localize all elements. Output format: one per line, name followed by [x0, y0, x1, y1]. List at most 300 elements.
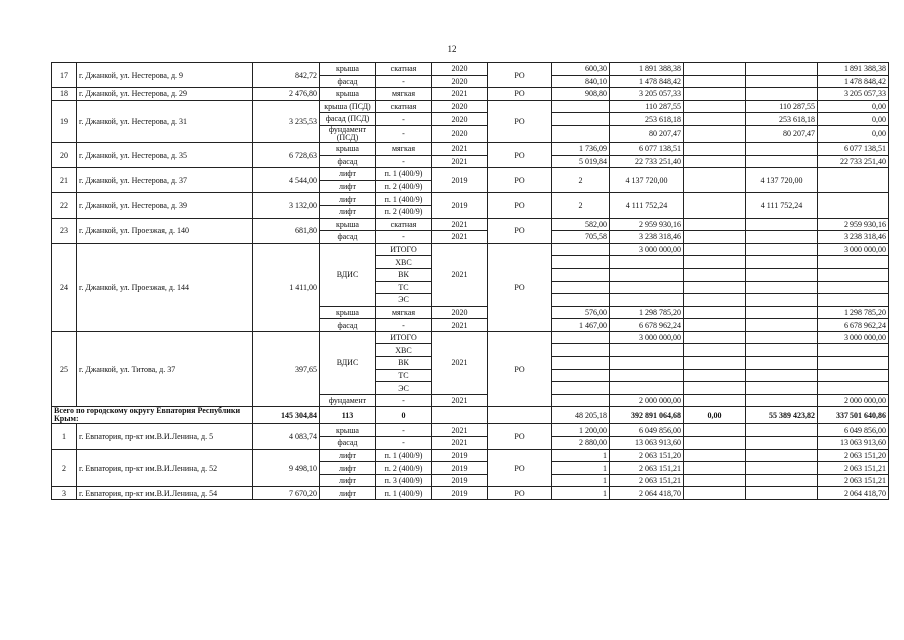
cost-cell: 4 137 720,00 [610, 168, 684, 193]
year-cell: 2019 [432, 449, 488, 462]
remaining-cell: 2 064 418,70 [818, 487, 889, 500]
empty-cell [684, 306, 746, 319]
work-subtype-cell: п. 1 (400/9) [376, 168, 432, 181]
remaining-cell [818, 268, 889, 281]
vdis-item-cell: ВК [376, 357, 432, 370]
work-subtype-cell: - [376, 319, 432, 332]
remaining-cell: 1 891 388,38 [818, 63, 889, 76]
work-subtype-cell: - [376, 113, 432, 126]
vdis-item-cell: ХВС [376, 256, 432, 269]
empty-cell [684, 256, 746, 269]
year-cell: 2021 [432, 424, 488, 437]
empty-cell [684, 113, 746, 126]
row-number: 23 [52, 218, 77, 243]
funding-cell [746, 142, 818, 155]
cost-cell: 1 478 848,42 [610, 75, 684, 88]
total-volume: 48 205,18 [552, 407, 610, 424]
year-cell: 2019 [432, 193, 488, 218]
cost-cell: 3 000 000,00 [610, 331, 684, 344]
address-cell: г. Джанкой, ул. Проезжая, д. 144 [77, 243, 253, 331]
empty-cell [684, 281, 746, 294]
empty-cell [684, 449, 746, 462]
year-cell: 2020 [432, 125, 488, 142]
funding-cell [746, 331, 818, 344]
year-cell: 2021 [432, 155, 488, 168]
area-cell: 9 498,10 [253, 449, 320, 487]
cost-cell: 253 618,18 [610, 113, 684, 126]
work-subtype-cell: - [376, 394, 432, 407]
table-row [52, 88, 889, 101]
remaining-cell [818, 369, 889, 382]
address-cell: г. Евпатория, пр-кт им.В.И.Ленина, д. 54 [77, 487, 253, 500]
remaining-cell [818, 168, 889, 193]
funding-cell [746, 382, 818, 395]
volume-cell: 840,10 [552, 75, 610, 88]
table-row [52, 487, 889, 500]
remaining-cell: 1 298 785,20 [818, 306, 889, 319]
funding-cell [746, 306, 818, 319]
year-cell: 2021 [432, 394, 488, 407]
funding-cell [746, 256, 818, 269]
work-type-cell: крыша [320, 218, 376, 231]
cost-cell [610, 357, 684, 370]
total-zero-sum: 0,00 [684, 407, 746, 424]
empty-cell [684, 474, 746, 487]
empty-cell [684, 193, 746, 218]
funding-cell [746, 394, 818, 407]
remaining-cell [818, 357, 889, 370]
total-area: 145 304,84 [253, 407, 320, 424]
remaining-cell: 13 063 913,60 [818, 437, 889, 450]
address-cell: г. Евпатория, пр-кт им.В.И.Ленина, д. 5 [77, 424, 253, 449]
work-type-cell: лифт [320, 449, 376, 462]
funding-cell [746, 487, 818, 500]
address-cell: г. Джанкой, ул. Нестерова, д. 37 [77, 168, 253, 193]
area-cell: 681,80 [253, 218, 320, 243]
work-type-cell: фасад (ПСД) [320, 113, 376, 126]
address-cell: г. Джанкой, ул. Титова, д. 37 [77, 331, 253, 407]
empty-cell [684, 319, 746, 332]
work-type-cell: фасад [320, 319, 376, 332]
empty-cell [684, 231, 746, 244]
empty-cell [684, 243, 746, 256]
empty-cell [684, 462, 746, 475]
cost-cell: 6 049 856,00 [610, 424, 684, 437]
year-cell: 2020 [432, 306, 488, 319]
cost-cell [610, 369, 684, 382]
cost-cell [610, 382, 684, 395]
work-type-cell: крыша [320, 142, 376, 155]
remaining-cell: 3 000 000,00 [818, 243, 889, 256]
area-cell: 4 083,74 [253, 424, 320, 449]
table-body [52, 63, 889, 500]
volume-cell: 1 200,00 [552, 424, 610, 437]
fund-cell: РО [488, 168, 552, 193]
year-cell: 2020 [432, 100, 488, 113]
row-number: 17 [52, 63, 77, 88]
empty-cell [684, 100, 746, 113]
funding-cell [746, 88, 818, 101]
empty-cell [432, 407, 488, 424]
vdis-item-cell: ТС [376, 369, 432, 382]
funding-cell [746, 75, 818, 88]
area-cell: 397,65 [253, 331, 320, 407]
funding-cell [746, 268, 818, 281]
volume-cell: 582,00 [552, 218, 610, 231]
remaining-cell: 2 000 000,00 [818, 394, 889, 407]
capital-repair-table [51, 62, 889, 500]
funding-cell [746, 344, 818, 357]
empty-cell [684, 268, 746, 281]
work-subtype-cell: - [376, 424, 432, 437]
funding-cell: 4 137 720,00 [746, 168, 818, 193]
cost-cell: 6 678 962,24 [610, 319, 684, 332]
volume-cell [552, 125, 610, 142]
area-cell: 4 544,00 [253, 168, 320, 193]
work-subtype-cell: мягкая [376, 88, 432, 101]
empty-cell [684, 88, 746, 101]
cost-cell: 4 111 752,24 [610, 193, 684, 218]
area-cell: 2 476,80 [253, 88, 320, 101]
area-cell: 842,72 [253, 63, 320, 88]
work-type-cell: крыша [320, 306, 376, 319]
area-cell: 3 132,00 [253, 193, 320, 218]
funding-cell: 253 618,18 [746, 113, 818, 126]
volume-cell [552, 268, 610, 281]
cost-cell: 22 733 251,40 [610, 155, 684, 168]
funding-cell [746, 369, 818, 382]
table-row [52, 63, 889, 76]
funding-cell [746, 462, 818, 475]
volume-cell [552, 113, 610, 126]
table-row [52, 168, 889, 181]
row-number: 2 [52, 449, 77, 487]
year-cell: 2019 [432, 168, 488, 193]
row-number: 21 [52, 168, 77, 193]
work-subtype-cell: скатная [376, 100, 432, 113]
work-type-cell: фасад [320, 231, 376, 244]
work-subtype-cell: п. 1 (400/9) [376, 449, 432, 462]
area-cell: 3 235,53 [253, 100, 320, 142]
year-cell: 2021 [432, 437, 488, 450]
volume-cell [552, 369, 610, 382]
cost-cell [610, 256, 684, 269]
volume-cell: 2 [552, 168, 610, 193]
address-cell: г. Джанкой, ул. Нестерова, д. 29 [77, 88, 253, 101]
vdis-item-cell: ИТОГО [376, 331, 432, 344]
funding-cell [746, 63, 818, 76]
cost-cell [610, 281, 684, 294]
year-cell: 2021 [432, 231, 488, 244]
work-type-cell: крыша (ПСД) [320, 100, 376, 113]
cost-cell: 2 063 151,20 [610, 449, 684, 462]
volume-cell [552, 344, 610, 357]
area-cell: 6 728,63 [253, 142, 320, 167]
total-row [52, 407, 889, 424]
cost-cell: 13 063 913,60 [610, 437, 684, 450]
volume-cell: 1 [552, 487, 610, 500]
table-row [52, 243, 889, 256]
volume-cell: 908,80 [552, 88, 610, 101]
address-cell: г. Джанкой, ул. Нестерова, д. 9 [77, 63, 253, 88]
cost-cell: 2 000 000,00 [610, 394, 684, 407]
remaining-cell: 2 063 151,20 [818, 449, 889, 462]
fund-cell: РО [488, 449, 552, 487]
fund-cell: РО [488, 63, 552, 88]
page-number: 12 [447, 44, 457, 54]
work-type-cell: лифт [320, 180, 376, 193]
funding-cell: 80 207,47 [746, 125, 818, 142]
row-number: 20 [52, 142, 77, 167]
funding-cell [746, 231, 818, 244]
volume-cell [552, 256, 610, 269]
work-type-cell: фасад [320, 155, 376, 168]
funding-cell [746, 474, 818, 487]
remaining-cell [818, 281, 889, 294]
cost-cell: 2 064 418,70 [610, 487, 684, 500]
table-row [52, 193, 889, 206]
volume-cell [552, 281, 610, 294]
remaining-cell: 3 238 318,46 [818, 231, 889, 244]
remaining-cell: 2 063 151,21 [818, 474, 889, 487]
work-subtype-cell: скатная [376, 63, 432, 76]
funding-cell: 110 287,55 [746, 100, 818, 113]
remaining-cell [818, 193, 889, 218]
remaining-cell: 3 205 057,33 [818, 88, 889, 101]
funding-cell [746, 424, 818, 437]
total-count: 113 [320, 407, 376, 424]
cost-cell: 2 063 151,21 [610, 474, 684, 487]
fund-cell: РО [488, 424, 552, 449]
work-type-cell: лифт [320, 205, 376, 218]
cost-cell [610, 294, 684, 307]
cost-cell: 2 063 151,21 [610, 462, 684, 475]
work-subtype-cell: - [376, 231, 432, 244]
funding-cell [746, 449, 818, 462]
table-row [52, 142, 889, 155]
work-type-cell: фасад [320, 75, 376, 88]
work-type-cell: лифт [320, 168, 376, 181]
empty-cell [684, 331, 746, 344]
empty-cell [684, 155, 746, 168]
table-row [52, 424, 889, 437]
empty-cell [684, 125, 746, 142]
funding-cell [746, 155, 818, 168]
address-cell: г. Джанкой, ул. Проезжая, д. 140 [77, 218, 253, 243]
fund-cell: РО [488, 142, 552, 167]
work-type-cell: лифт [320, 193, 376, 206]
empty-cell [684, 357, 746, 370]
remaining-cell: 1 478 848,42 [818, 75, 889, 88]
year-cell: 2021 [432, 243, 488, 306]
empty-cell [684, 424, 746, 437]
total-remaining: 337 501 640,86 [818, 407, 889, 424]
fund-cell: РО [488, 193, 552, 218]
remaining-cell: 22 733 251,40 [818, 155, 889, 168]
work-subtype-cell: мягкая [376, 306, 432, 319]
year-cell: 2021 [432, 218, 488, 231]
table-row [52, 331, 889, 344]
cost-cell: 3 000 000,00 [610, 243, 684, 256]
cost-cell: 3 238 318,46 [610, 231, 684, 244]
volume-cell: 600,30 [552, 63, 610, 76]
remaining-cell [818, 382, 889, 395]
row-number: 22 [52, 193, 77, 218]
year-cell: 2021 [432, 331, 488, 394]
row-number: 19 [52, 100, 77, 142]
work-type-cell: фундамент [320, 394, 376, 407]
empty-cell [684, 294, 746, 307]
empty-cell [684, 394, 746, 407]
cost-cell: 6 077 138,51 [610, 142, 684, 155]
remaining-cell: 0,00 [818, 100, 889, 113]
empty-cell [488, 407, 552, 424]
work-type-cell: крыша [320, 88, 376, 101]
volume-cell [552, 382, 610, 395]
total-label: Всего по городскому округу Евпатория Республики Крым: [52, 407, 253, 424]
work-subtype-cell: п. 1 (400/9) [376, 193, 432, 206]
remaining-cell [818, 256, 889, 269]
empty-cell [684, 437, 746, 450]
empty-cell [684, 218, 746, 231]
empty-cell [684, 369, 746, 382]
vdis-item-cell: ЭС [376, 382, 432, 395]
work-type-cell: фасад [320, 437, 376, 450]
volume-cell: 1 467,00 [552, 319, 610, 332]
work-subtype-cell: - [376, 125, 432, 142]
cost-cell [610, 344, 684, 357]
year-cell: 2020 [432, 113, 488, 126]
vdis-item-cell: ИТОГО [376, 243, 432, 256]
work-type-cell: крыша [320, 424, 376, 437]
volume-cell [552, 331, 610, 344]
funding-cell [746, 218, 818, 231]
year-cell: 2021 [432, 88, 488, 101]
year-cell: 2019 [432, 462, 488, 475]
remaining-cell: 2 063 151,21 [818, 462, 889, 475]
total-funding: 55 389 423,82 [746, 407, 818, 424]
year-cell: 2021 [432, 319, 488, 332]
fund-cell: РО [488, 487, 552, 500]
work-type-cell: крыша [320, 63, 376, 76]
remaining-cell: 3 000 000,00 [818, 331, 889, 344]
work-type-cell: фундамент (ПСД) [320, 125, 376, 142]
remaining-cell: 6 077 138,51 [818, 142, 889, 155]
cost-cell: 1 891 388,38 [610, 63, 684, 76]
work-subtype-cell: скатная [376, 218, 432, 231]
address-cell: г. Джанкой, ул. Нестерова, д. 35 [77, 142, 253, 167]
fund-cell: РО [488, 100, 552, 142]
work-subtype-cell: - [376, 75, 432, 88]
remaining-cell: 0,00 [818, 125, 889, 142]
funding-cell [746, 437, 818, 450]
remaining-cell: 6 049 856,00 [818, 424, 889, 437]
remaining-cell [818, 294, 889, 307]
year-cell: 2019 [432, 487, 488, 500]
cost-cell: 3 205 057,33 [610, 88, 684, 101]
year-cell: 2020 [432, 75, 488, 88]
area-cell: 7 670,20 [253, 487, 320, 500]
table-row [52, 218, 889, 231]
vdis-item-cell: ВК [376, 268, 432, 281]
remaining-cell: 2 959 930,16 [818, 218, 889, 231]
empty-cell [684, 63, 746, 76]
work-subtype-cell: п. 2 (400/9) [376, 205, 432, 218]
vdis-item-cell: ТС [376, 281, 432, 294]
work-subtype-cell: п. 2 (400/9) [376, 462, 432, 475]
empty-cell [684, 142, 746, 155]
remaining-cell: 0,00 [818, 113, 889, 126]
work-type-cell: лифт [320, 474, 376, 487]
area-cell: 1 411,00 [253, 243, 320, 331]
work-subtype-cell: п. 2 (400/9) [376, 180, 432, 193]
fund-cell: РО [488, 218, 552, 243]
vdis-item-cell: ЭС [376, 294, 432, 307]
fund-cell: РО [488, 243, 552, 331]
volume-cell: 1 [552, 474, 610, 487]
address-cell: г. Евпатория, пр-кт им.В.И.Ленина, д. 52 [77, 449, 253, 487]
volume-cell [552, 357, 610, 370]
cost-cell: 2 959 930,16 [610, 218, 684, 231]
volume-cell: 1 736,09 [552, 142, 610, 155]
total-cost: 392 891 064,68 [610, 407, 684, 424]
funding-cell [746, 294, 818, 307]
vdis-cell: ВДИС [320, 331, 376, 394]
work-subtype-cell: мягкая [376, 142, 432, 155]
row-number: 24 [52, 243, 77, 331]
total-zero: 0 [376, 407, 432, 424]
funding-cell [746, 281, 818, 294]
vdis-cell: ВДИС [320, 243, 376, 306]
work-subtype-cell: - [376, 437, 432, 450]
cost-cell: 1 298 785,20 [610, 306, 684, 319]
volume-cell: 1 [552, 462, 610, 475]
empty-cell [684, 344, 746, 357]
row-number: 25 [52, 331, 77, 407]
cost-cell: 110 287,55 [610, 100, 684, 113]
work-subtype-cell: п. 1 (400/9) [376, 487, 432, 500]
address-cell: г. Джанкой, ул. Нестерова, д. 39 [77, 193, 253, 218]
volume-cell [552, 243, 610, 256]
work-subtype-cell: п. 3 (400/9) [376, 474, 432, 487]
empty-cell [684, 168, 746, 193]
volume-cell: 705,58 [552, 231, 610, 244]
fund-cell: РО [488, 88, 552, 101]
empty-cell [684, 75, 746, 88]
address-cell: г. Джанкой, ул. Нестерова, д. 31 [77, 100, 253, 142]
volume-cell [552, 294, 610, 307]
volume-cell: 2 [552, 193, 610, 218]
table-row [52, 449, 889, 462]
volume-cell: 1 [552, 449, 610, 462]
funding-cell [746, 319, 818, 332]
cost-cell: 80 207,47 [610, 125, 684, 142]
row-number: 18 [52, 88, 77, 101]
vdis-item-cell: ХВС [376, 344, 432, 357]
row-number: 3 [52, 487, 77, 500]
volume-cell [552, 100, 610, 113]
year-cell: 2021 [432, 142, 488, 155]
year-cell: 2020 [432, 63, 488, 76]
volume-cell: 576,00 [552, 306, 610, 319]
funding-cell [746, 243, 818, 256]
table-row [52, 100, 889, 113]
volume-cell [552, 394, 610, 407]
funding-cell: 4 111 752,24 [746, 193, 818, 218]
cost-cell [610, 268, 684, 281]
work-type-cell: лифт [320, 487, 376, 500]
remaining-cell: 6 678 962,24 [818, 319, 889, 332]
